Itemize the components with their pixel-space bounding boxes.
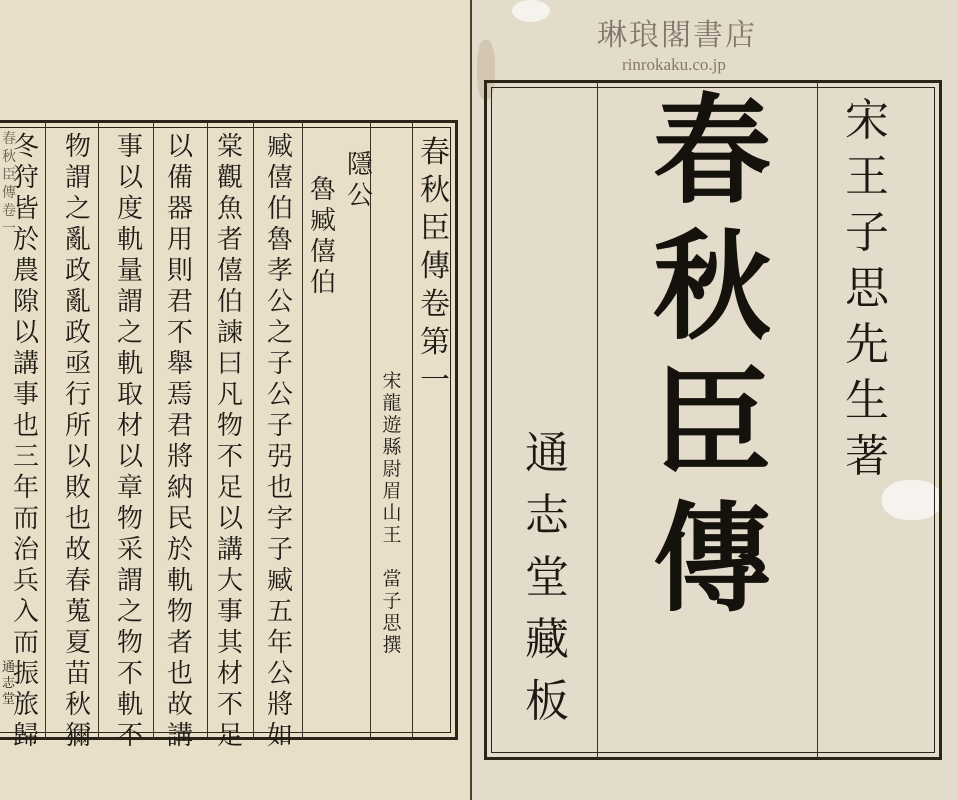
right-page-frame (484, 80, 942, 760)
cover-publisher: 通 志 堂 藏 板 (525, 428, 569, 727)
fore-edge-text-top: 春秋臣傳卷一 (2, 131, 16, 237)
text-column-body2: 棠 觀 魚 者 僖 伯 諫 曰 凡 物 不 足 以 講 大 事 其 材 不 足 (216, 132, 243, 751)
right-page (472, 0, 957, 800)
cover-title: 春 秋 臣 傳 (652, 81, 771, 628)
watermark-text: 琳琅閣書店 (597, 18, 757, 53)
left-page (0, 0, 470, 800)
text-column-body6: 冬 狩 皆 於 農 隙 以 講 事 也 三 年 而 治 兵 入 而 振 旅 歸 (12, 132, 39, 751)
text-column-author: 宋 龍 遊 縣 尉 眉 山 王 當 子 思 撰 (382, 370, 402, 656)
watermark-url: rinrokaku.co.jp (622, 55, 726, 74)
text-column-body1: 臧 僖 伯 魯 孝 公 之 子 公 子 弜 也 字 子 臧 五 年 公 將 如 (266, 132, 293, 751)
text-column-subject: 魯 臧 僖 伯 (309, 175, 336, 298)
text-column-body5: 物 謂 之 亂 政 亂 政 亟 行 所 以 敗 也 故 春 蒐 夏 苗 秋 獮 (64, 132, 91, 751)
fore-edge-text-bottom: 通志堂 (2, 660, 16, 707)
text-column-body3: 以 備 器 用 則 君 不 舉 焉 君 將 納 民 於 軌 物 者 也 故 講 (166, 132, 193, 751)
cover-author: 宋 王 子 思 先 生 著 (845, 95, 889, 482)
text-column-chapter: 隱 公 (346, 150, 373, 211)
text-column-body4: 事 以 度 軌 量 謂 之 軌 取 材 以 章 物 采 謂 之 物 不 軌 不 (116, 132, 143, 751)
text-column-title: 春 秋 臣 傳 卷 第 一 (420, 135, 450, 398)
